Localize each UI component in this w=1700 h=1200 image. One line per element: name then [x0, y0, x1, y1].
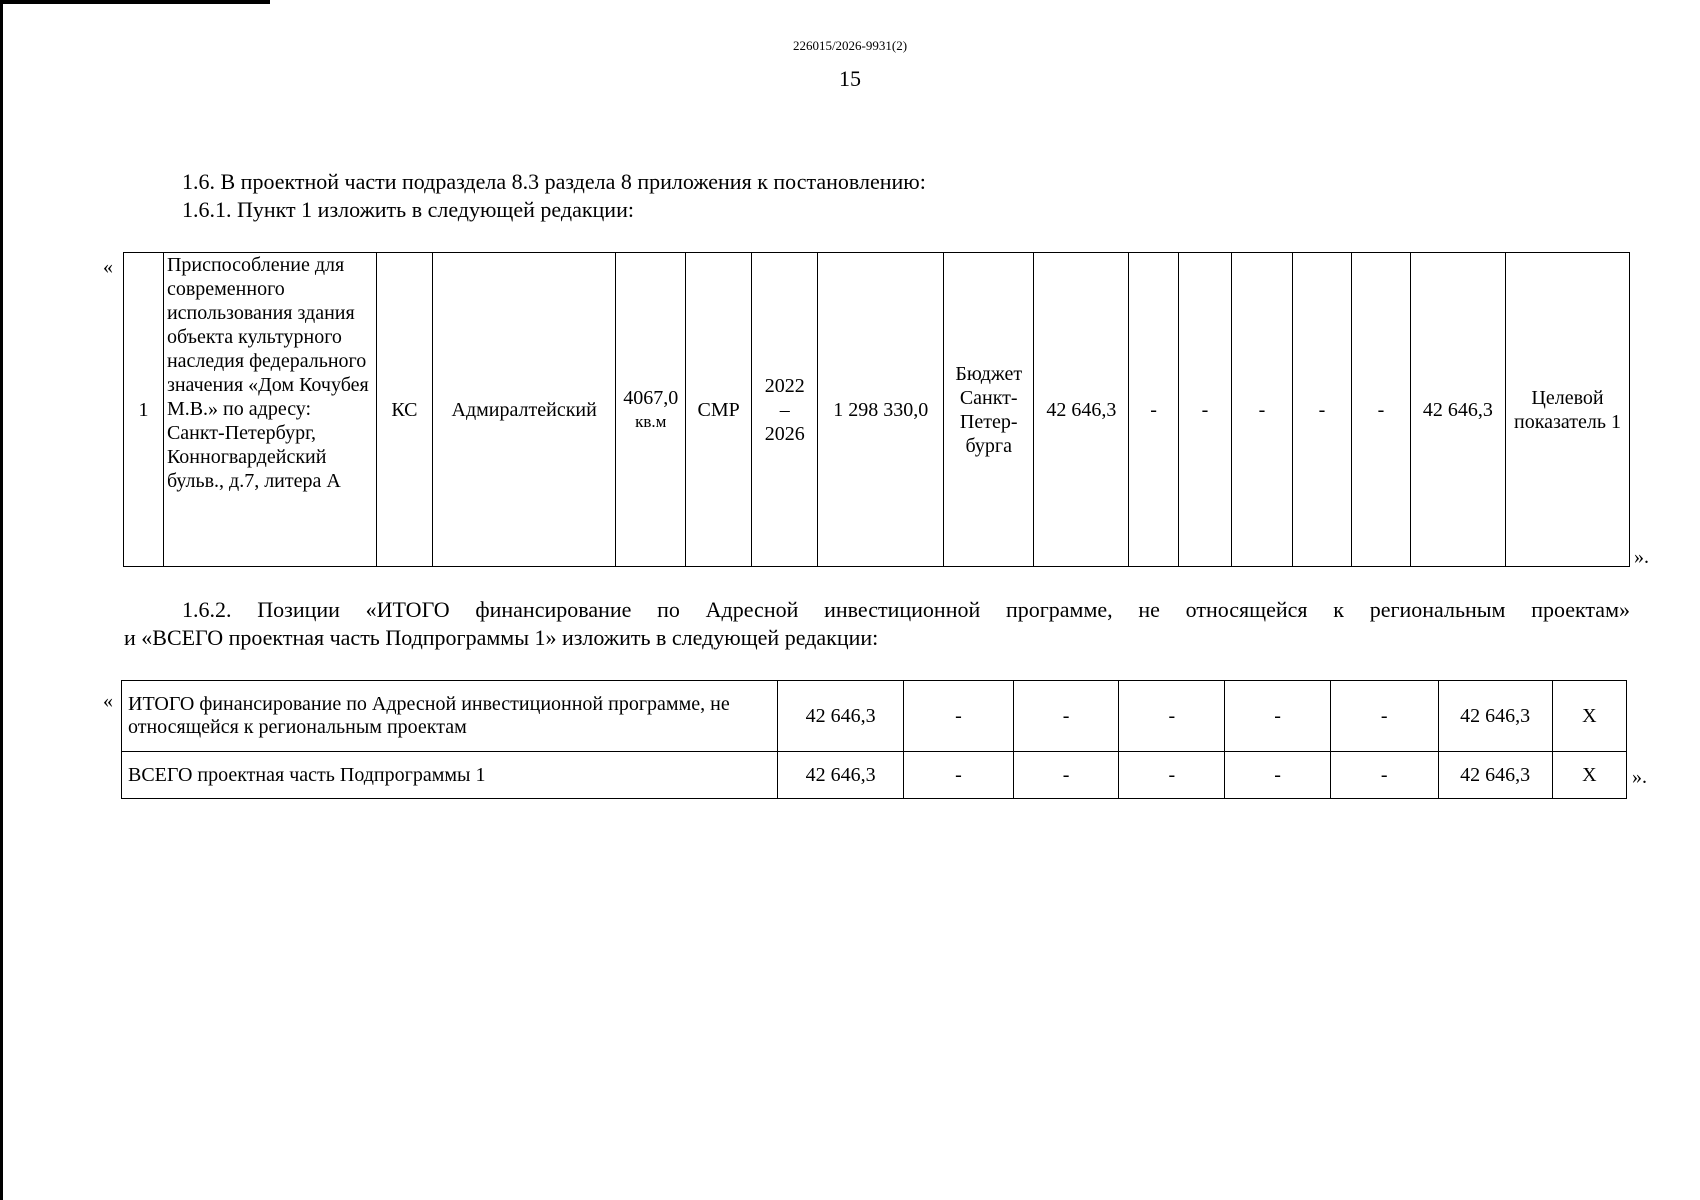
object-name: Приспособление для современного использования здания объекта культурного наследия федерального значения «Дом Кочубея М.В.» по адресу: Санкт-Петербург, Конногвардейский бульв., д.7, литера А	[163, 253, 376, 567]
row-total: 42 646,3	[1410, 253, 1505, 567]
totals-label: ИТОГО финансирование по Адресной инвестиционной программе, не относящейся к региональным проектам	[122, 681, 778, 752]
dash-cell: -	[1119, 681, 1225, 752]
total-cost: 1 298 330,0	[818, 253, 944, 567]
dash-cell: -	[904, 752, 1014, 799]
quote-close-2: ».	[1632, 766, 1647, 788]
paragraph-1-6-2	[124, 596, 1630, 652]
work-type: СМР	[686, 253, 752, 567]
page-number: 15	[839, 66, 861, 91]
totals-label: ВСЕГО проектная часть Подпрограммы 1	[122, 752, 778, 799]
period-cell	[752, 253, 818, 567]
dash-cell: -	[1013, 752, 1119, 799]
dash-cell: -	[1119, 752, 1225, 799]
dash-cell: -	[1330, 681, 1438, 752]
table-row	[122, 752, 1627, 799]
table-row	[122, 681, 1627, 752]
year-end: 2026	[764, 422, 805, 445]
dash-cell: -	[1129, 253, 1178, 567]
item-1-table	[123, 252, 1630, 567]
district: Адмиралтейский	[432, 253, 616, 567]
object-type: КС	[376, 253, 432, 567]
dash-cell: -	[1225, 752, 1331, 799]
paragraph-1-6-2-line-2: и «ВСЕГО проектная часть Подпрограммы 1» изложить в следующей редакции:	[124, 625, 879, 650]
area-unit: кв.м	[635, 411, 667, 431]
totals-table	[121, 680, 1627, 799]
dash-cell: -	[1330, 752, 1438, 799]
totals-mark: Х	[1552, 752, 1626, 799]
area-value: 4067,0	[623, 386, 679, 409]
totals-total: 42 646,3	[1438, 752, 1552, 799]
year-start: 2022	[764, 374, 805, 397]
funding-source: Бюджет Санкт-Петер-бурга	[944, 253, 1034, 567]
area-cell	[616, 253, 686, 567]
scan-edge-top	[0, 0, 270, 4]
year-dash: –	[779, 398, 790, 421]
dash-cell: -	[1013, 681, 1119, 752]
quote-open-2: «	[103, 690, 113, 712]
totals-mark: Х	[1552, 681, 1626, 752]
totals-amount: 42 646,3	[778, 752, 904, 799]
item-number: 1	[124, 253, 164, 567]
dash-cell: -	[1225, 681, 1331, 752]
document-number: 226015/2026-9931(2)	[792, 38, 908, 53]
scan-edge-left	[0, 0, 3, 1200]
target-indicator: Целевой показатель 1	[1505, 253, 1629, 567]
amount: 42 646,3	[1034, 253, 1129, 567]
totals-amount: 42 646,3	[778, 681, 904, 752]
table-row	[124, 253, 1630, 567]
paragraph-1-6-2-line-1: 1.6.2. Позиции «ИТОГО финансирование по Адресной инвестиционной программе, не относящейся к региональным проектам»	[182, 597, 1630, 622]
dash-cell: -	[1292, 253, 1351, 567]
dash-cell: -	[1178, 253, 1231, 567]
totals-total: 42 646,3	[1438, 681, 1552, 752]
quote-open-1: «	[103, 256, 113, 278]
dash-cell: -	[1232, 253, 1293, 567]
paragraph-1-6-1: 1.6.1. Пункт 1 изложить в следующей редакции:	[182, 197, 634, 222]
quote-close-1: ».	[1634, 546, 1649, 568]
paragraph-1-6: 1.6. В проектной части подраздела 8.3 раздела 8 приложения к постановлению:	[182, 169, 926, 194]
dash-cell: -	[1351, 253, 1410, 567]
dash-cell: -	[904, 681, 1014, 752]
